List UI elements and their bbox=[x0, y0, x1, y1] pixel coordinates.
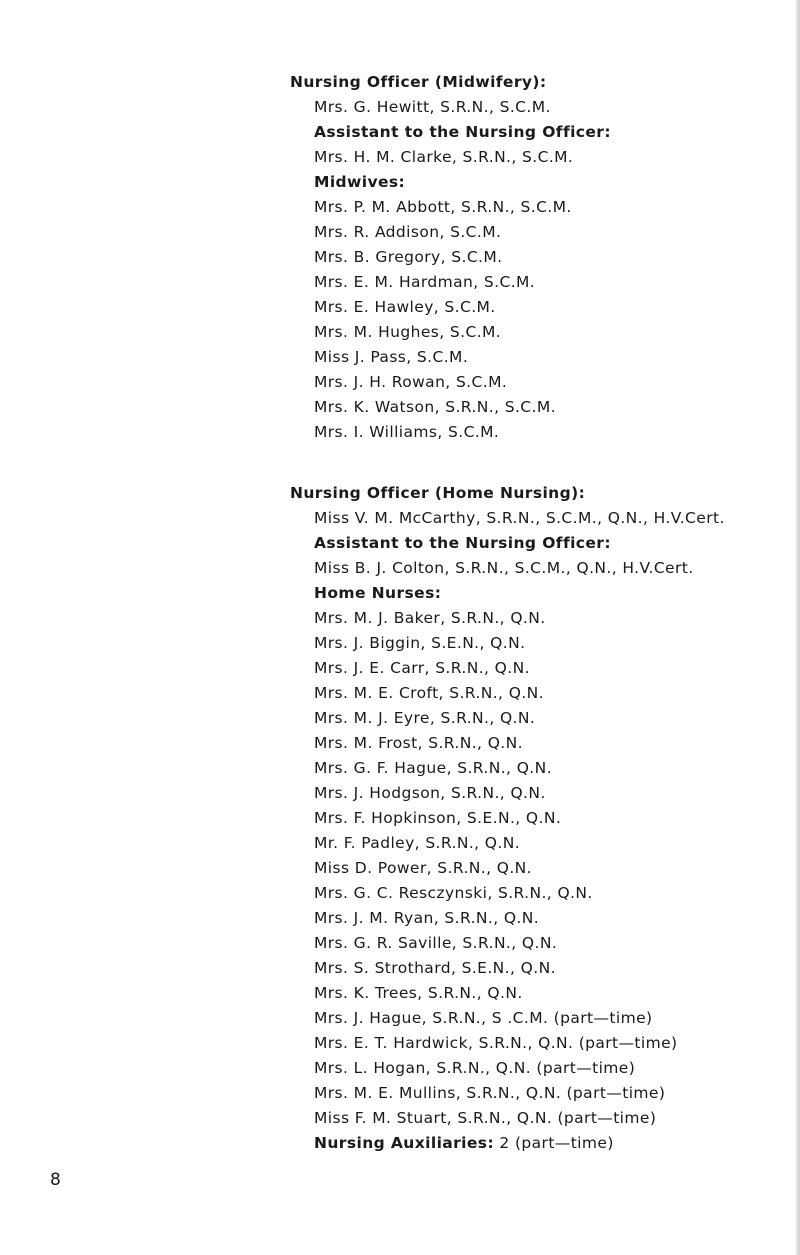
home-nurse-list-item: Mrs. S. Strothard, S.E.N., Q.N. bbox=[314, 959, 556, 977]
home-nurse-list-item: Mrs. M. J. Baker, S.R.N., Q.N. bbox=[314, 609, 546, 627]
midwife-list-item: Mrs. R. Addison, S.C.M. bbox=[314, 223, 502, 241]
home-nursing-heading: Nursing Officer (Home Nursing): bbox=[290, 484, 586, 502]
midwife-list-item: Mrs. J. H. Rowan, S.C.M. bbox=[314, 373, 508, 391]
midwifery-officer: Mrs. G. Hewitt, S.R.N., S.C.M. bbox=[314, 98, 551, 116]
page-edge bbox=[796, 0, 800, 1255]
home-nursing-assistant-heading: Assistant to the Nursing Officer: bbox=[314, 534, 611, 552]
home-nurse-list-item: Mrs. J. E. Carr, S.R.N., Q.N. bbox=[314, 659, 530, 677]
home-nurse-list-item: Miss D. Power, S.R.N., Q.N. bbox=[314, 859, 532, 877]
home-nurse-list-item: Mrs. L. Hogan, S.R.N., Q.N. (part—time) bbox=[314, 1059, 636, 1077]
nursing-auxiliaries-label: Nursing Auxiliaries: bbox=[314, 1134, 495, 1152]
home-nurse-list-item: Mrs. M. E. Mullins, S.R.N., Q.N. (part—time) bbox=[314, 1084, 666, 1102]
home-nurse-list-item: Mrs. M. Frost, S.R.N., Q.N. bbox=[314, 734, 523, 752]
home-nurse-list-item: Mrs. E. T. Hardwick, S.R.N., Q.N. (part—time) bbox=[314, 1034, 678, 1052]
home-nurse-list-item: Mrs. G. R. Saville, S.R.N., Q.N. bbox=[314, 934, 558, 952]
home-nurses-heading: Home Nurses: bbox=[314, 584, 442, 602]
home-nurse-list-item: Mrs. J. Hague, S.R.N., S .C.M. (part—time) bbox=[314, 1009, 653, 1027]
midwife-list-item: Mrs. K. Watson, S.R.N., S.C.M. bbox=[314, 398, 556, 416]
home-nurse-list-item: Mrs. G. C. Resczynski, S.R.N., Q.N. bbox=[314, 884, 593, 902]
page-number: 8 bbox=[50, 1170, 61, 1190]
midwife-list-item: Mrs. I. Williams, S.C.M. bbox=[314, 423, 500, 441]
midwife-list-item: Miss J. Pass, S.C.M. bbox=[314, 348, 469, 366]
home-nurse-list-item: Mrs. M. E. Croft, S.R.N., Q.N. bbox=[314, 684, 544, 702]
home-nurse-list-item: Mr. F. Padley, S.R.N., Q.N. bbox=[314, 834, 521, 852]
midwifery-assistant: Mrs. H. M. Clarke, S.R.N., S.C.M. bbox=[314, 148, 574, 166]
nursing-auxiliaries bbox=[314, 1133, 614, 1153]
home-nurse-list-item: Mrs. J. M. Ryan, S.R.N., Q.N. bbox=[314, 909, 540, 927]
midwife-list-item: Mrs. E. Hawley, S.C.M. bbox=[314, 298, 496, 316]
home-nurse-list-item: Miss F. M. Stuart, S.R.N., Q.N. (part—time) bbox=[314, 1109, 657, 1127]
home-nurse-list-item: Mrs. F. Hopkinson, S.E.N., Q.N. bbox=[314, 809, 562, 827]
home-nurse-list-item: Mrs. J. Biggin, S.E.N., Q.N. bbox=[314, 634, 526, 652]
midwifery-assistant-heading: Assistant to the Nursing Officer: bbox=[314, 123, 611, 141]
home-nurse-list-item: Mrs. M. J. Eyre, S.R.N., Q.N. bbox=[314, 709, 536, 727]
midwife-list-item: Mrs. M. Hughes, S.C.M. bbox=[314, 323, 502, 341]
home-nursing-assistant: Miss B. J. Colton, S.R.N., S.C.M., Q.N., H.V.Cert. bbox=[314, 559, 694, 577]
midwife-list-item: Mrs. E. M. Hardman, S.C.M. bbox=[314, 273, 536, 291]
home-nurse-list-item: Mrs. J. Hodgson, S.R.N., Q.N. bbox=[314, 784, 546, 802]
home-nursing-officer: Miss V. M. McCarthy, S.R.N., S.C.M., Q.N., H.V.Cert. bbox=[314, 509, 725, 527]
midwives-heading: Midwives: bbox=[314, 173, 406, 191]
home-nurse-list-item: Mrs. K. Trees, S.R.N., Q.N. bbox=[314, 984, 523, 1002]
home-nurse-list-item: Mrs. G. F. Hague, S.R.N., Q.N. bbox=[314, 759, 552, 777]
midwifery-heading: Nursing Officer (Midwifery): bbox=[290, 73, 547, 91]
midwife-list-item: Mrs. B. Gregory, S.C.M. bbox=[314, 248, 503, 266]
midwife-list-item: Mrs. P. M. Abbott, S.R.N., S.C.M. bbox=[314, 198, 572, 216]
nursing-auxiliaries-value: 2 (part—time) bbox=[499, 1134, 614, 1152]
